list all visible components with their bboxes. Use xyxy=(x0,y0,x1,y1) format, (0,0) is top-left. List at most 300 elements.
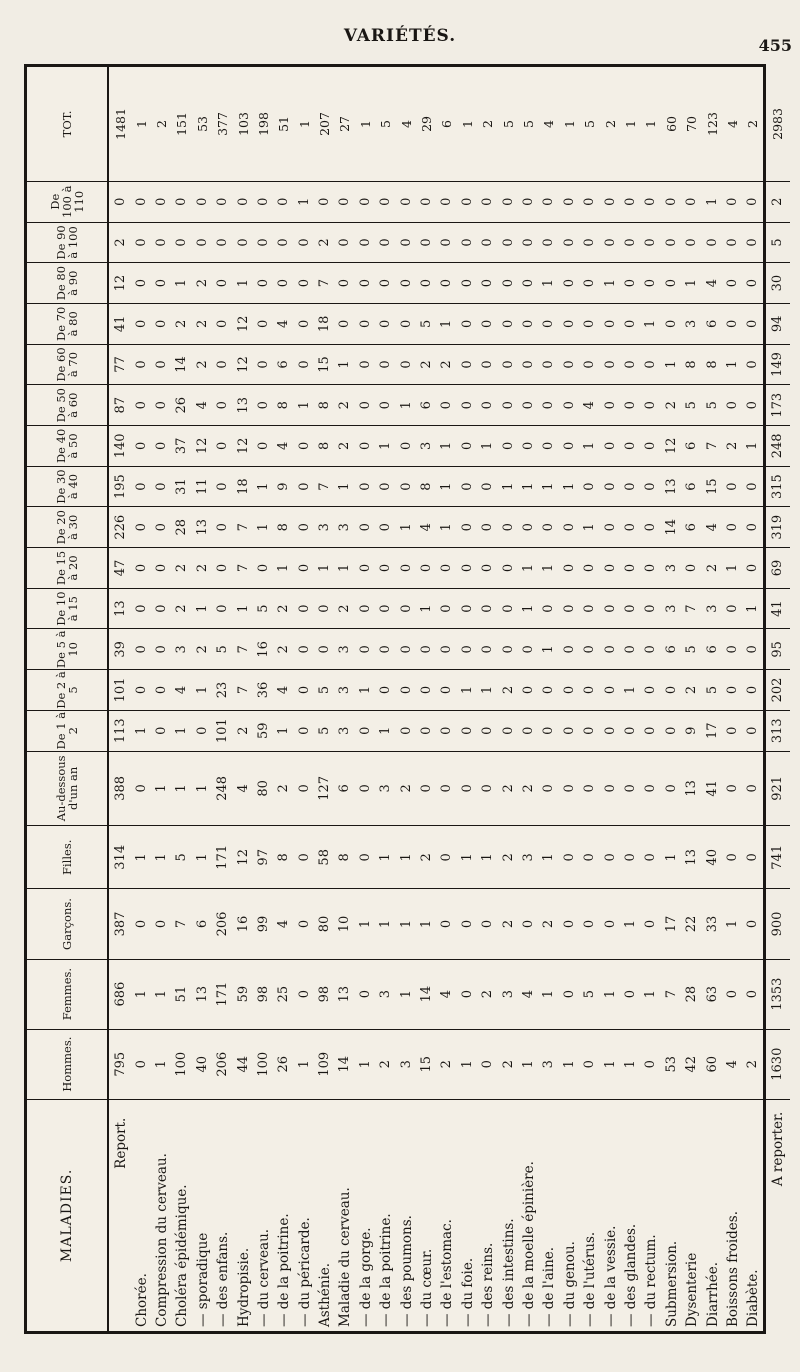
disease-name-cell: — du péricarde. xyxy=(295,1099,315,1331)
count-cell: 3 xyxy=(335,507,355,548)
count-cell: 10 xyxy=(335,889,355,959)
count-cell: 14 xyxy=(335,1029,355,1099)
count-cell: 6 xyxy=(682,426,702,467)
count-cell: 0 xyxy=(131,385,151,426)
column-header: De 5 à 10 xyxy=(27,629,108,670)
count-cell: 0 xyxy=(356,751,376,826)
count-cell: 0 xyxy=(458,426,478,467)
disease-name-cell: — de la vessie. xyxy=(600,1099,620,1331)
count-cell: 0 xyxy=(641,263,661,304)
count-cell: 2 xyxy=(498,889,518,959)
count-cell: 0 xyxy=(723,826,743,889)
count-cell: 0 xyxy=(539,303,559,344)
count-cell: 0 xyxy=(233,181,253,222)
count-cell: 2 xyxy=(417,344,437,385)
count-cell: 0 xyxy=(621,466,641,507)
count-cell: 13 xyxy=(682,826,702,889)
count-cell: 0 xyxy=(580,181,600,222)
mortality-table xyxy=(27,67,790,1331)
count-cell: 7 xyxy=(233,629,253,670)
footer-total-cell: 95 xyxy=(765,629,790,670)
count-cell: 0 xyxy=(131,263,151,304)
count-cell: 0 xyxy=(580,826,600,889)
count-cell: 0 xyxy=(437,670,457,711)
count-cell: 1 xyxy=(743,426,764,467)
count-cell: 1 xyxy=(561,119,577,128)
count-cell: 18 xyxy=(233,466,253,507)
disease-name-cell: — des intestins. xyxy=(498,1099,518,1331)
count-cell: 101 xyxy=(108,670,131,711)
disease-name-cell: — des glandes. xyxy=(621,1099,641,1331)
table-row xyxy=(682,67,702,1331)
count-cell: 0 xyxy=(356,466,376,507)
count-cell: 5 xyxy=(315,670,335,711)
count-cell: 8 xyxy=(335,826,355,889)
count-cell: 6 xyxy=(702,303,722,344)
table-row xyxy=(152,67,172,1331)
count-cell: 0 xyxy=(519,629,539,670)
count-cell: 1 xyxy=(152,1029,172,1099)
count-cell: 4 xyxy=(274,426,294,467)
count-cell: 0 xyxy=(600,344,620,385)
count-cell: 37 xyxy=(172,426,192,467)
count-cell: 0 xyxy=(641,181,661,222)
disease-name-cell: — de l'aine. xyxy=(539,1099,559,1331)
count-cell: 1 xyxy=(723,889,743,959)
count-cell: 0 xyxy=(580,588,600,629)
count-cell: 2 xyxy=(498,826,518,889)
table-row xyxy=(743,67,764,1331)
count-cell: 1 xyxy=(580,507,600,548)
count-cell: 3 xyxy=(335,629,355,670)
count-cell: 3 xyxy=(539,1029,559,1099)
count-cell: 4 xyxy=(193,385,213,426)
count-cell: 0 xyxy=(743,889,764,959)
count-cell: 0 xyxy=(600,548,620,589)
table-row xyxy=(662,67,682,1331)
count-cell: 206 xyxy=(213,1029,233,1099)
count-cell: 4 xyxy=(580,385,600,426)
count-cell: 2 xyxy=(193,548,213,589)
count-cell: 2 xyxy=(274,751,294,826)
count-cell: 4 xyxy=(519,959,539,1029)
count-cell: 0 xyxy=(662,263,682,304)
count-cell: 2 xyxy=(315,222,335,263)
count-cell: 0 xyxy=(131,889,151,959)
count-cell: 0 xyxy=(131,344,151,385)
count-cell: 0 xyxy=(600,588,620,629)
count-cell: 14 xyxy=(417,959,437,1029)
count-cell: 1 xyxy=(458,670,478,711)
count-cell: 0 xyxy=(295,222,315,263)
disease-name-cell: — du cerveau. xyxy=(254,1099,274,1331)
count-cell: 2 xyxy=(702,548,722,589)
column-header: TOT. xyxy=(27,67,108,181)
count-cell: 0 xyxy=(213,466,233,507)
count-cell: 3 xyxy=(335,710,355,751)
table-row xyxy=(417,67,437,1331)
count-cell: 0 xyxy=(356,344,376,385)
count-cell: 0 xyxy=(295,588,315,629)
count-cell: 0 xyxy=(539,344,559,385)
count-cell: 0 xyxy=(478,181,498,222)
count-cell: 0 xyxy=(295,751,315,826)
count-cell: 18 xyxy=(315,303,335,344)
count-cell: 7 xyxy=(662,959,682,1029)
count-cell: 0 xyxy=(519,889,539,959)
count-cell: 0 xyxy=(356,222,376,263)
count-cell: 0 xyxy=(478,889,498,959)
count-cell: 14 xyxy=(662,507,682,548)
table-row xyxy=(356,67,376,1331)
count-cell: 40 xyxy=(193,1029,213,1099)
count-cell: 0 xyxy=(376,548,396,589)
count-cell: 0 xyxy=(356,588,376,629)
count-cell: 5 xyxy=(417,303,437,344)
count-cell: 0 xyxy=(498,263,518,304)
count-cell: 0 xyxy=(295,826,315,889)
count-cell: 41 xyxy=(702,751,722,826)
disease-name-cell: — de l'utérus. xyxy=(580,1099,600,1331)
table-body xyxy=(108,67,765,1331)
count-cell: 1 xyxy=(539,629,559,670)
column-header: De 40 à 50 xyxy=(27,426,108,467)
count-cell: 5 xyxy=(702,385,722,426)
count-cell: 0 xyxy=(580,751,600,826)
count-cell: 0 xyxy=(743,629,764,670)
count-cell: 0 xyxy=(560,385,580,426)
footer-total-cell: 319 xyxy=(765,507,790,548)
count-cell: 6 xyxy=(682,466,702,507)
count-cell: 7 xyxy=(233,548,253,589)
count-cell: 0 xyxy=(560,181,580,222)
count-cell: 80 xyxy=(254,751,274,826)
count-cell: 80 xyxy=(315,889,335,959)
count-cell: 0 xyxy=(376,263,396,304)
count-cell: 0 xyxy=(600,385,620,426)
count-cell: 0 xyxy=(335,222,355,263)
page-number: 455 xyxy=(758,36,792,55)
count-cell: 0 xyxy=(254,344,274,385)
count-cell: 0 xyxy=(396,344,416,385)
count-cell: 0 xyxy=(662,303,682,344)
count-cell: 4 xyxy=(233,751,253,826)
count-cell: 0 xyxy=(478,263,498,304)
count-cell: 2 xyxy=(745,119,761,128)
count-cell: 0 xyxy=(295,344,315,385)
count-cell: 0 xyxy=(458,181,478,222)
count-cell: 8 xyxy=(702,344,722,385)
count-cell: 1 xyxy=(315,548,335,589)
count-cell: 0 xyxy=(641,548,661,589)
footer-total-cell: 69 xyxy=(765,548,790,589)
column-header: De 10 à 15 xyxy=(27,588,108,629)
count-cell: 1 xyxy=(335,548,355,589)
count-cell: 0 xyxy=(356,548,376,589)
count-cell: 0 xyxy=(478,385,498,426)
count-cell: 28 xyxy=(172,507,192,548)
count-cell: 0 xyxy=(539,181,559,222)
count-cell: 1 xyxy=(682,263,702,304)
count-cell: 1 xyxy=(723,344,743,385)
count-cell: 387 xyxy=(108,889,131,959)
page-header xyxy=(0,0,800,62)
count-cell: 0 xyxy=(743,303,764,344)
disease-name-cell: Report. xyxy=(108,1099,131,1331)
count-cell: 0 xyxy=(152,588,172,629)
table-row xyxy=(498,67,518,1331)
count-cell: 0 xyxy=(254,222,274,263)
table-row xyxy=(723,67,743,1331)
count-cell: 51 xyxy=(276,116,292,132)
count-cell: 0 xyxy=(152,303,172,344)
count-cell: 0 xyxy=(396,181,416,222)
count-cell: 0 xyxy=(621,303,641,344)
count-cell: 0 xyxy=(621,629,641,670)
count-cell: 0 xyxy=(417,629,437,670)
count-cell: 0 xyxy=(376,466,396,507)
footer-total-cell: 173 xyxy=(765,385,790,426)
count-cell: 0 xyxy=(131,466,151,507)
count-cell: 0 xyxy=(478,710,498,751)
count-cell: 0 xyxy=(254,548,274,589)
count-cell: 0 xyxy=(233,222,253,263)
count-cell: 0 xyxy=(498,222,518,263)
count-cell: 0 xyxy=(662,670,682,711)
count-cell: 41 xyxy=(108,303,131,344)
column-header: De 2 à 5 xyxy=(27,670,108,711)
count-cell: 0 xyxy=(682,548,702,589)
count-cell: 0 xyxy=(498,548,518,589)
count-cell: 0 xyxy=(560,303,580,344)
count-cell: 0 xyxy=(478,588,498,629)
count-cell: 1 xyxy=(519,466,539,507)
count-cell: 0 xyxy=(743,826,764,889)
count-cell: 0 xyxy=(580,548,600,589)
count-cell: 8 xyxy=(315,385,335,426)
table-row xyxy=(335,67,355,1331)
count-cell: 2 xyxy=(662,385,682,426)
count-cell: 1 xyxy=(478,826,498,889)
count-cell: 0 xyxy=(580,303,600,344)
count-cell: 13 xyxy=(335,959,355,1029)
count-cell: 207 xyxy=(317,112,333,136)
count-cell: 2 xyxy=(478,959,498,1029)
count-cell: 0 xyxy=(560,222,580,263)
count-cell: 77 xyxy=(108,344,131,385)
disease-name-cell: — de la gorge. xyxy=(356,1099,376,1331)
count-cell: 0 xyxy=(600,303,620,344)
count-cell: 2 xyxy=(108,222,131,263)
count-cell: 0 xyxy=(356,710,376,751)
count-cell: 0 xyxy=(723,507,743,548)
column-header: De 90 à 100 xyxy=(27,222,108,263)
count-cell: 6 xyxy=(682,507,702,548)
count-cell: 1 xyxy=(254,507,274,548)
count-cell: 0 xyxy=(498,710,518,751)
count-cell: 0 xyxy=(315,629,335,670)
count-cell: 1 xyxy=(172,710,192,751)
column-header: De 50 à 60 xyxy=(27,385,108,426)
count-cell: 1 xyxy=(621,670,641,711)
count-cell: 5 xyxy=(580,959,600,1029)
table-row xyxy=(702,67,722,1331)
disease-name-cell: — de la poitrine. xyxy=(274,1099,294,1331)
count-cell: 0 xyxy=(396,466,416,507)
count-cell: 0 xyxy=(498,588,518,629)
table-row xyxy=(621,67,641,1331)
count-cell: 0 xyxy=(539,588,559,629)
count-cell: 206 xyxy=(213,889,233,959)
count-cell: 0 xyxy=(458,385,478,426)
count-cell: 0 xyxy=(152,710,172,751)
count-cell: 0 xyxy=(580,344,600,385)
table-row xyxy=(519,67,539,1331)
column-header: Femmes. xyxy=(27,959,108,1029)
count-cell: 0 xyxy=(723,222,743,263)
count-cell: 39 xyxy=(108,629,131,670)
column-header: Hommes. xyxy=(27,1029,108,1099)
count-cell: 0 xyxy=(376,181,396,222)
count-cell: 1 xyxy=(335,344,355,385)
count-cell: 0 xyxy=(274,181,294,222)
count-cell: 0 xyxy=(437,710,457,751)
count-cell: 12 xyxy=(233,344,253,385)
count-cell: 0 xyxy=(498,385,518,426)
count-cell: 0 xyxy=(723,959,743,1029)
count-cell: 0 xyxy=(580,889,600,959)
count-cell: 0 xyxy=(621,385,641,426)
count-cell: 28 xyxy=(682,959,702,1029)
count-cell: 3 xyxy=(662,548,682,589)
count-cell: 0 xyxy=(682,181,702,222)
count-cell: 1 xyxy=(376,710,396,751)
count-cell: 1 xyxy=(560,466,580,507)
count-cell: 0 xyxy=(131,222,151,263)
count-cell: 0 xyxy=(152,548,172,589)
count-cell: 0 xyxy=(417,181,437,222)
footer-total-cell: 315 xyxy=(765,466,790,507)
count-cell: 1 xyxy=(193,751,213,826)
count-cell: 2 xyxy=(498,751,518,826)
count-cell: 1481 xyxy=(113,108,129,140)
count-cell: 109 xyxy=(315,1029,335,1099)
count-cell: 1 xyxy=(172,751,192,826)
count-cell: 0 xyxy=(131,629,151,670)
count-cell: 0 xyxy=(641,222,661,263)
count-cell: 2 xyxy=(193,303,213,344)
count-cell: 1 xyxy=(296,119,312,128)
count-cell: 0 xyxy=(519,507,539,548)
count-cell: 0 xyxy=(193,710,213,751)
count-cell: 13 xyxy=(662,466,682,507)
count-cell: 0 xyxy=(641,1029,661,1099)
count-cell: 0 xyxy=(295,629,315,670)
count-cell: 87 xyxy=(108,385,131,426)
count-cell: 2 xyxy=(274,629,294,670)
count-cell: 0 xyxy=(539,222,559,263)
count-cell: 4 xyxy=(702,263,722,304)
count-cell: 0 xyxy=(478,507,498,548)
count-cell: 0 xyxy=(600,507,620,548)
disease-name-cell: Diarrhée. xyxy=(702,1099,722,1331)
disease-name-cell: Asthénie. xyxy=(315,1099,335,1331)
count-cell: 0 xyxy=(519,710,539,751)
count-cell: 8 xyxy=(274,826,294,889)
count-cell: 0 xyxy=(641,466,661,507)
count-cell: 0 xyxy=(723,466,743,507)
count-cell: 3 xyxy=(172,629,192,670)
count-cell: 12 xyxy=(233,826,253,889)
count-cell: 60 xyxy=(663,116,679,132)
column-header: Filles. xyxy=(27,826,108,889)
count-cell: 0 xyxy=(621,263,641,304)
count-cell: 0 xyxy=(437,548,457,589)
column-header: De 70 à 80 xyxy=(27,303,108,344)
count-cell: 0 xyxy=(335,303,355,344)
count-cell: 5 xyxy=(521,119,536,128)
count-cell: 795 xyxy=(108,1029,131,1099)
count-cell: 97 xyxy=(254,826,274,889)
count-cell: 0 xyxy=(356,629,376,670)
count-cell: 0 xyxy=(295,710,315,751)
count-cell: 0 xyxy=(743,385,764,426)
count-cell: 1 xyxy=(600,959,620,1029)
count-cell: 4 xyxy=(437,959,457,1029)
count-cell: 0 xyxy=(458,222,478,263)
count-cell: 1 xyxy=(376,889,396,959)
footer-label-cell: A reporter. xyxy=(765,1099,790,1331)
count-cell: 0 xyxy=(723,588,743,629)
count-cell: 0 xyxy=(600,670,620,711)
disease-name-cell: — du cœur. xyxy=(417,1099,437,1331)
count-cell: 0 xyxy=(600,826,620,889)
count-cell: 0 xyxy=(193,222,213,263)
column-header: De 100 à 110 xyxy=(27,181,108,222)
count-cell: 3 xyxy=(702,588,722,629)
count-cell: 1 xyxy=(662,344,682,385)
count-cell: 47 xyxy=(108,548,131,589)
table-footer-row xyxy=(765,67,790,1331)
count-cell: 0 xyxy=(417,710,437,751)
count-cell: 0 xyxy=(560,548,580,589)
count-cell: 0 xyxy=(213,507,233,548)
count-cell: 0 xyxy=(478,548,498,589)
count-cell: 53 xyxy=(662,1029,682,1099)
count-cell: 0 xyxy=(580,670,600,711)
disease-name-cell: Submersion. xyxy=(662,1099,682,1331)
count-cell: 0 xyxy=(131,548,151,589)
count-cell: 2 xyxy=(193,263,213,304)
footer-total-cell: 313 xyxy=(765,710,790,751)
count-cell: 7 xyxy=(682,588,702,629)
count-cell: 8 xyxy=(274,385,294,426)
count-cell: 0 xyxy=(560,344,580,385)
count-cell: 58 xyxy=(315,826,335,889)
table-row xyxy=(274,67,294,1331)
count-cell: 0 xyxy=(152,670,172,711)
table-row xyxy=(172,67,192,1331)
count-cell: 8 xyxy=(682,344,702,385)
count-cell: 171 xyxy=(213,826,233,889)
count-cell: 0 xyxy=(213,181,233,222)
count-cell: 0 xyxy=(131,426,151,467)
count-cell: 33 xyxy=(702,889,722,959)
count-cell: 6 xyxy=(193,889,213,959)
count-cell: 3 xyxy=(315,507,335,548)
disease-name-cell: Diabète. xyxy=(743,1099,764,1331)
table-row xyxy=(376,67,396,1331)
